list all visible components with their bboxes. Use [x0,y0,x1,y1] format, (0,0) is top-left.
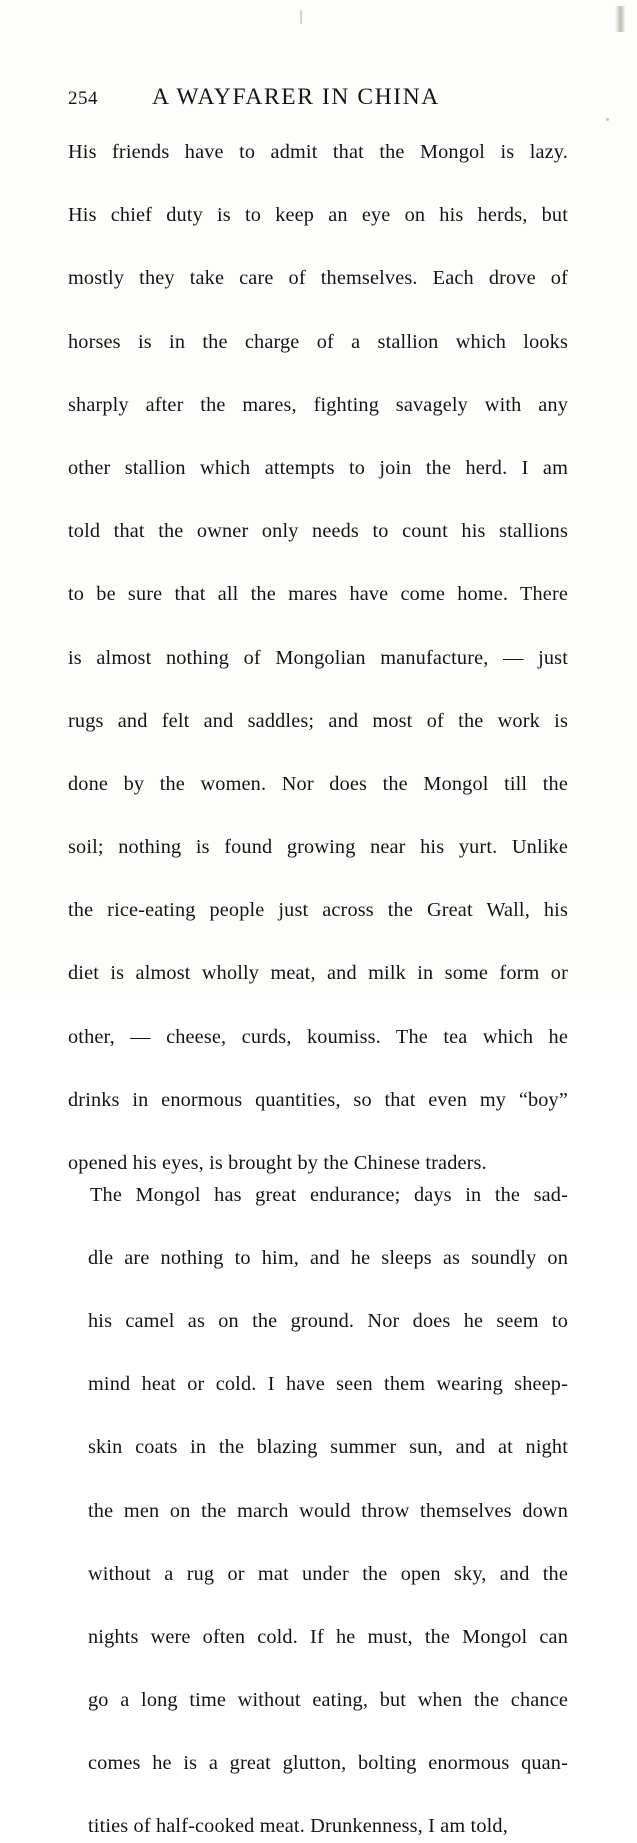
scan-artifact-right-icon [615,6,625,32]
text-line: the rice-eating people just across the Great Wall, his [68,899,568,922]
text-line: comes he is a great glutton, bolting enormous quan- [88,1752,568,1775]
scan-artifact-top-icon [300,10,302,24]
page-header [68,84,568,111]
text-line: done by the women. Nor does the Mongol till the [68,772,568,795]
text-line: to be sure that all the mares have come home. There [68,583,568,606]
paragraph-1 [68,137,568,1180]
text-line: his camel as on the ground. Nor does he seem to [88,1309,568,1332]
text-line: His friends have to admit that the Mongol is lazy. [68,141,568,163]
text-line: told that the owner only needs to count his stallions [68,520,568,543]
text-line: the men on the march would throw themselves down [88,1499,568,1522]
text-line: tities of half-cooked meat. Drunkenness, I am told, [88,1815,508,1838]
text-line: nights were often cold. If he must, the Mongol can [88,1625,568,1648]
text-line: sharply after the mares, fighting savagely with any [68,393,568,416]
text-line: The Mongol has great endurance; days in the sad- [90,1183,568,1206]
text-line: drinks in enormous quantities, so that even my “boy” [68,1088,568,1111]
text-line: dle are nothing to him, and he sleeps as soundly on [88,1246,568,1269]
text-line: other stallion which attempts to join the herd. I am [68,456,568,479]
text-line: go a long time without eating, but when the chance [88,1689,568,1712]
text-line: opened his eyes, is brought by the Chinese traders. [68,1152,487,1174]
scan-speck-icon [606,118,609,121]
text-line: soil; nothing is found growing near his yurt. Unlike [68,836,568,859]
running-head-title: A WAYFARER IN CHINA [152,84,440,110]
text-line: rugs and felt and saddles; and most of the work is [68,709,568,732]
text-line: diet is almost wholly meat, and milk in some form or [68,962,568,985]
page-number: 254 [68,88,98,109]
paragraph-2 [68,1180,568,1843]
text-line: other, — cheese, curds, koumiss. The tea which he [68,1025,568,1048]
text-line: mind heat or cold. I have seen them wearing sheep- [88,1373,568,1396]
text-line: without a rug or mat under the open sky, and the [88,1562,568,1585]
text-line: skin coats in the blazing summer sun, and at night [88,1436,568,1459]
text-line: His chief duty is to keep an eye on his herds, but [68,204,568,227]
text-line: mostly they take care of themselves. Each drove of [68,267,568,290]
text-line: is almost nothing of Mongolian manufacture, — just [68,646,568,669]
page-text-block [68,84,568,1843]
text-line: horses is in the charge of a stallion which looks [68,330,568,353]
